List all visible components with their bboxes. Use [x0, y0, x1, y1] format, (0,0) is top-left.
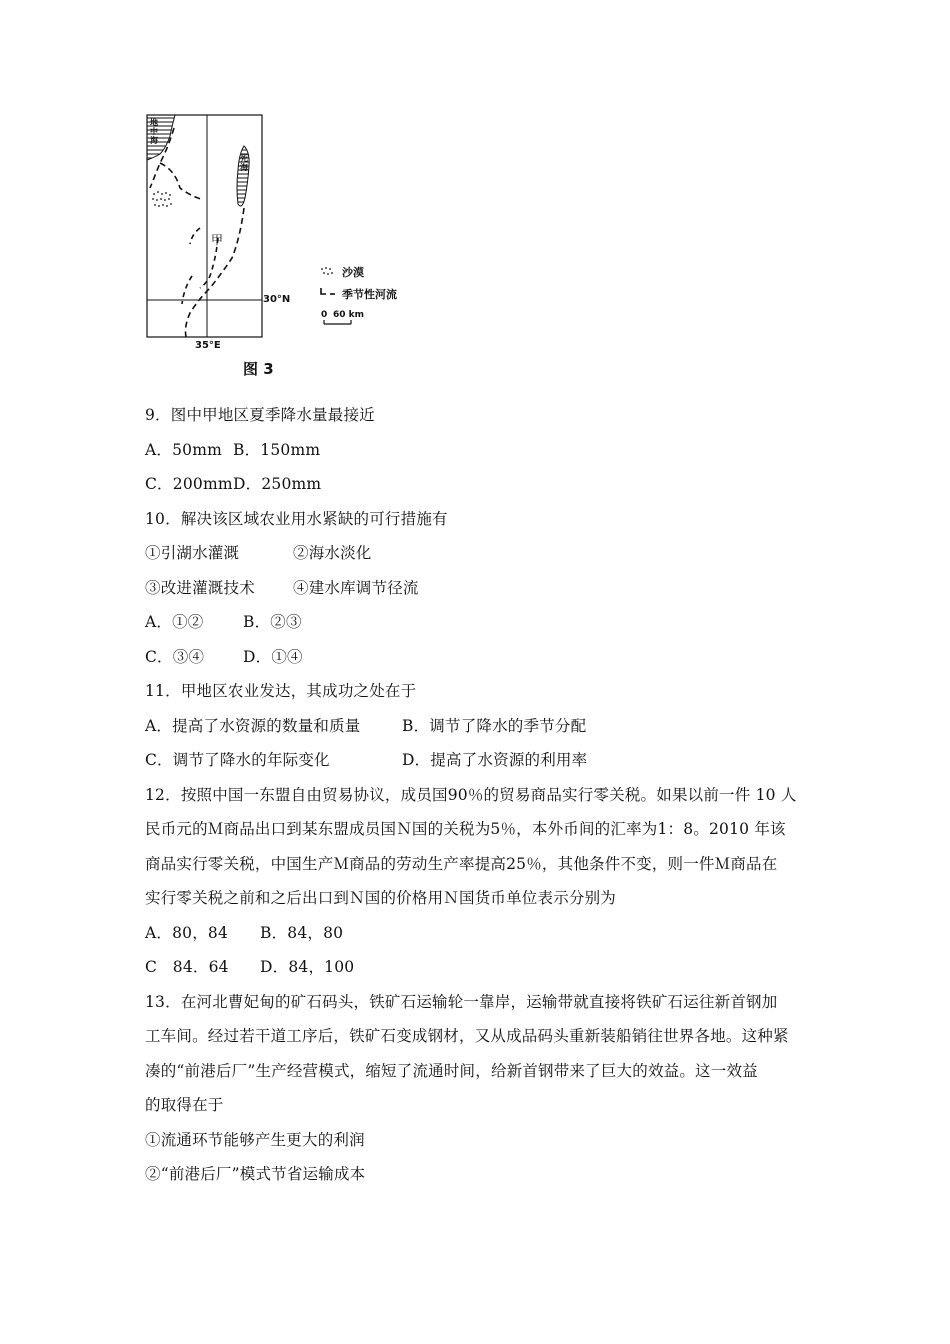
- option-a: A．50mm: [145, 441, 223, 459]
- scale-zero-label: 0: [321, 310, 328, 320]
- legend-river-swatch: [321, 288, 326, 294]
- question-13-stem-line: 的取得在于: [145, 1096, 224, 1114]
- label-30n: 30°N: [263, 294, 291, 305]
- option-a: A．提高了水资源的数量和质量: [145, 717, 361, 735]
- option-d: D．250mm: [233, 475, 322, 493]
- option-c: C．200mm: [145, 475, 233, 493]
- question-12-stem-line: 商品实行零关税，中国生产Ｍ商品的劳动生产率提高25％，其他条件不变，则一件Ｍ商品在: [145, 855, 778, 873]
- option-c: C．③④: [145, 648, 205, 666]
- item-2: ②海水淡化: [293, 544, 372, 562]
- question-9-options-row: [145, 472, 321, 494]
- legend-river-label: 季节性河流: [342, 288, 397, 301]
- option-b: B．150mm: [233, 441, 321, 459]
- question-11-options-row: [145, 714, 586, 736]
- question-13-stem-line: 13．在河北曹妃甸的矿石码头，铁矿石运输轮一靠岸，运输带就直接将铁矿石运往新首钢加: [145, 993, 778, 1011]
- question-13-item: ②“前港后厂”模式节省运输成本: [145, 1165, 366, 1183]
- desert-area: [152, 191, 172, 207]
- label-35e: 35°E: [195, 340, 221, 351]
- option-c: C．调节了降水的年际变化: [145, 751, 330, 769]
- question-13-stem-line: 工车间。经过若干道工序后，铁矿石变成钢材，又从成品码头重新装船销往世界各地。这种紧: [145, 1027, 789, 1045]
- option-c: C 84．64: [145, 958, 229, 976]
- option-b: B．②③: [243, 613, 302, 631]
- option-a: A．80，84: [145, 924, 229, 942]
- scale-value-label: 60 km: [333, 310, 365, 320]
- option-b: B．84，80: [260, 924, 344, 942]
- question-12-options-row: [145, 955, 354, 977]
- question-10-items-row: [145, 541, 372, 563]
- item-1: ①引湖水灌溉: [145, 544, 240, 562]
- option-b: B．调节了降水的季节分配: [402, 717, 587, 735]
- question-13-item: ①流通环节能够产生更大的利润: [145, 1131, 365, 1149]
- question-13-stem-line: 凑的“前港后厂”生产经营模式，缩短了流通时间，给新首钢带来了巨大的效益。这一效益: [145, 1062, 758, 1080]
- figure-caption: 图 3: [243, 360, 274, 378]
- seasonal-river: [186, 208, 245, 337]
- option-d: D．提高了水资源的利用率: [402, 751, 588, 769]
- question-12-options-row: [145, 921, 343, 943]
- seasonal-river: [190, 228, 200, 244]
- item-3: ③改进灌溉技术: [145, 579, 255, 597]
- figure-3-map: [140, 108, 450, 388]
- question-10-options-row: [145, 645, 303, 667]
- question-11-options-row: [145, 748, 587, 770]
- question-9-stem: 9．图中甲地区夏季降水量最接近: [145, 406, 375, 424]
- question-10-stem: 10．解决该区域农业用水紧缺的可行措施有: [145, 510, 448, 528]
- label-dead-sea: 死海: [240, 154, 248, 172]
- option-a: A．①②: [145, 613, 204, 631]
- question-12-stem-line: 12．按照中国一东盟自由贸易协议，成员国90％的贸易商品实行零关税。如果以前一件 10 人: [145, 786, 797, 804]
- question-12-stem-line: 实行零关税之前和之后出口到Ｎ国的价格用Ｎ国货币单位表示分别为: [145, 889, 617, 907]
- map-drawing: [140, 108, 450, 358]
- item-4: ④建水库调节径流: [293, 579, 419, 597]
- question-9-options-row: [145, 438, 320, 460]
- question-12-stem-line: 民币元的Ｍ商品出口到某东盟成员国Ｎ国的关税为5％，本外币间的汇率为1：8。2010 年该: [145, 820, 786, 838]
- question-11-stem: 11．甲地区农业发达，其成功之处在于: [145, 682, 417, 700]
- question-10-items-row: [145, 576, 419, 598]
- option-d: D．84，100: [260, 958, 355, 976]
- legend-desert-swatch: [321, 267, 333, 275]
- label-mediterranean: 地中海: [150, 118, 158, 145]
- option-d: D．①④: [243, 648, 303, 666]
- label-place-jia: 甲: [211, 233, 224, 247]
- question-10-options-row: [145, 610, 302, 632]
- seasonal-river: [160, 163, 204, 200]
- legend-desert-label: 沙漠: [342, 266, 364, 279]
